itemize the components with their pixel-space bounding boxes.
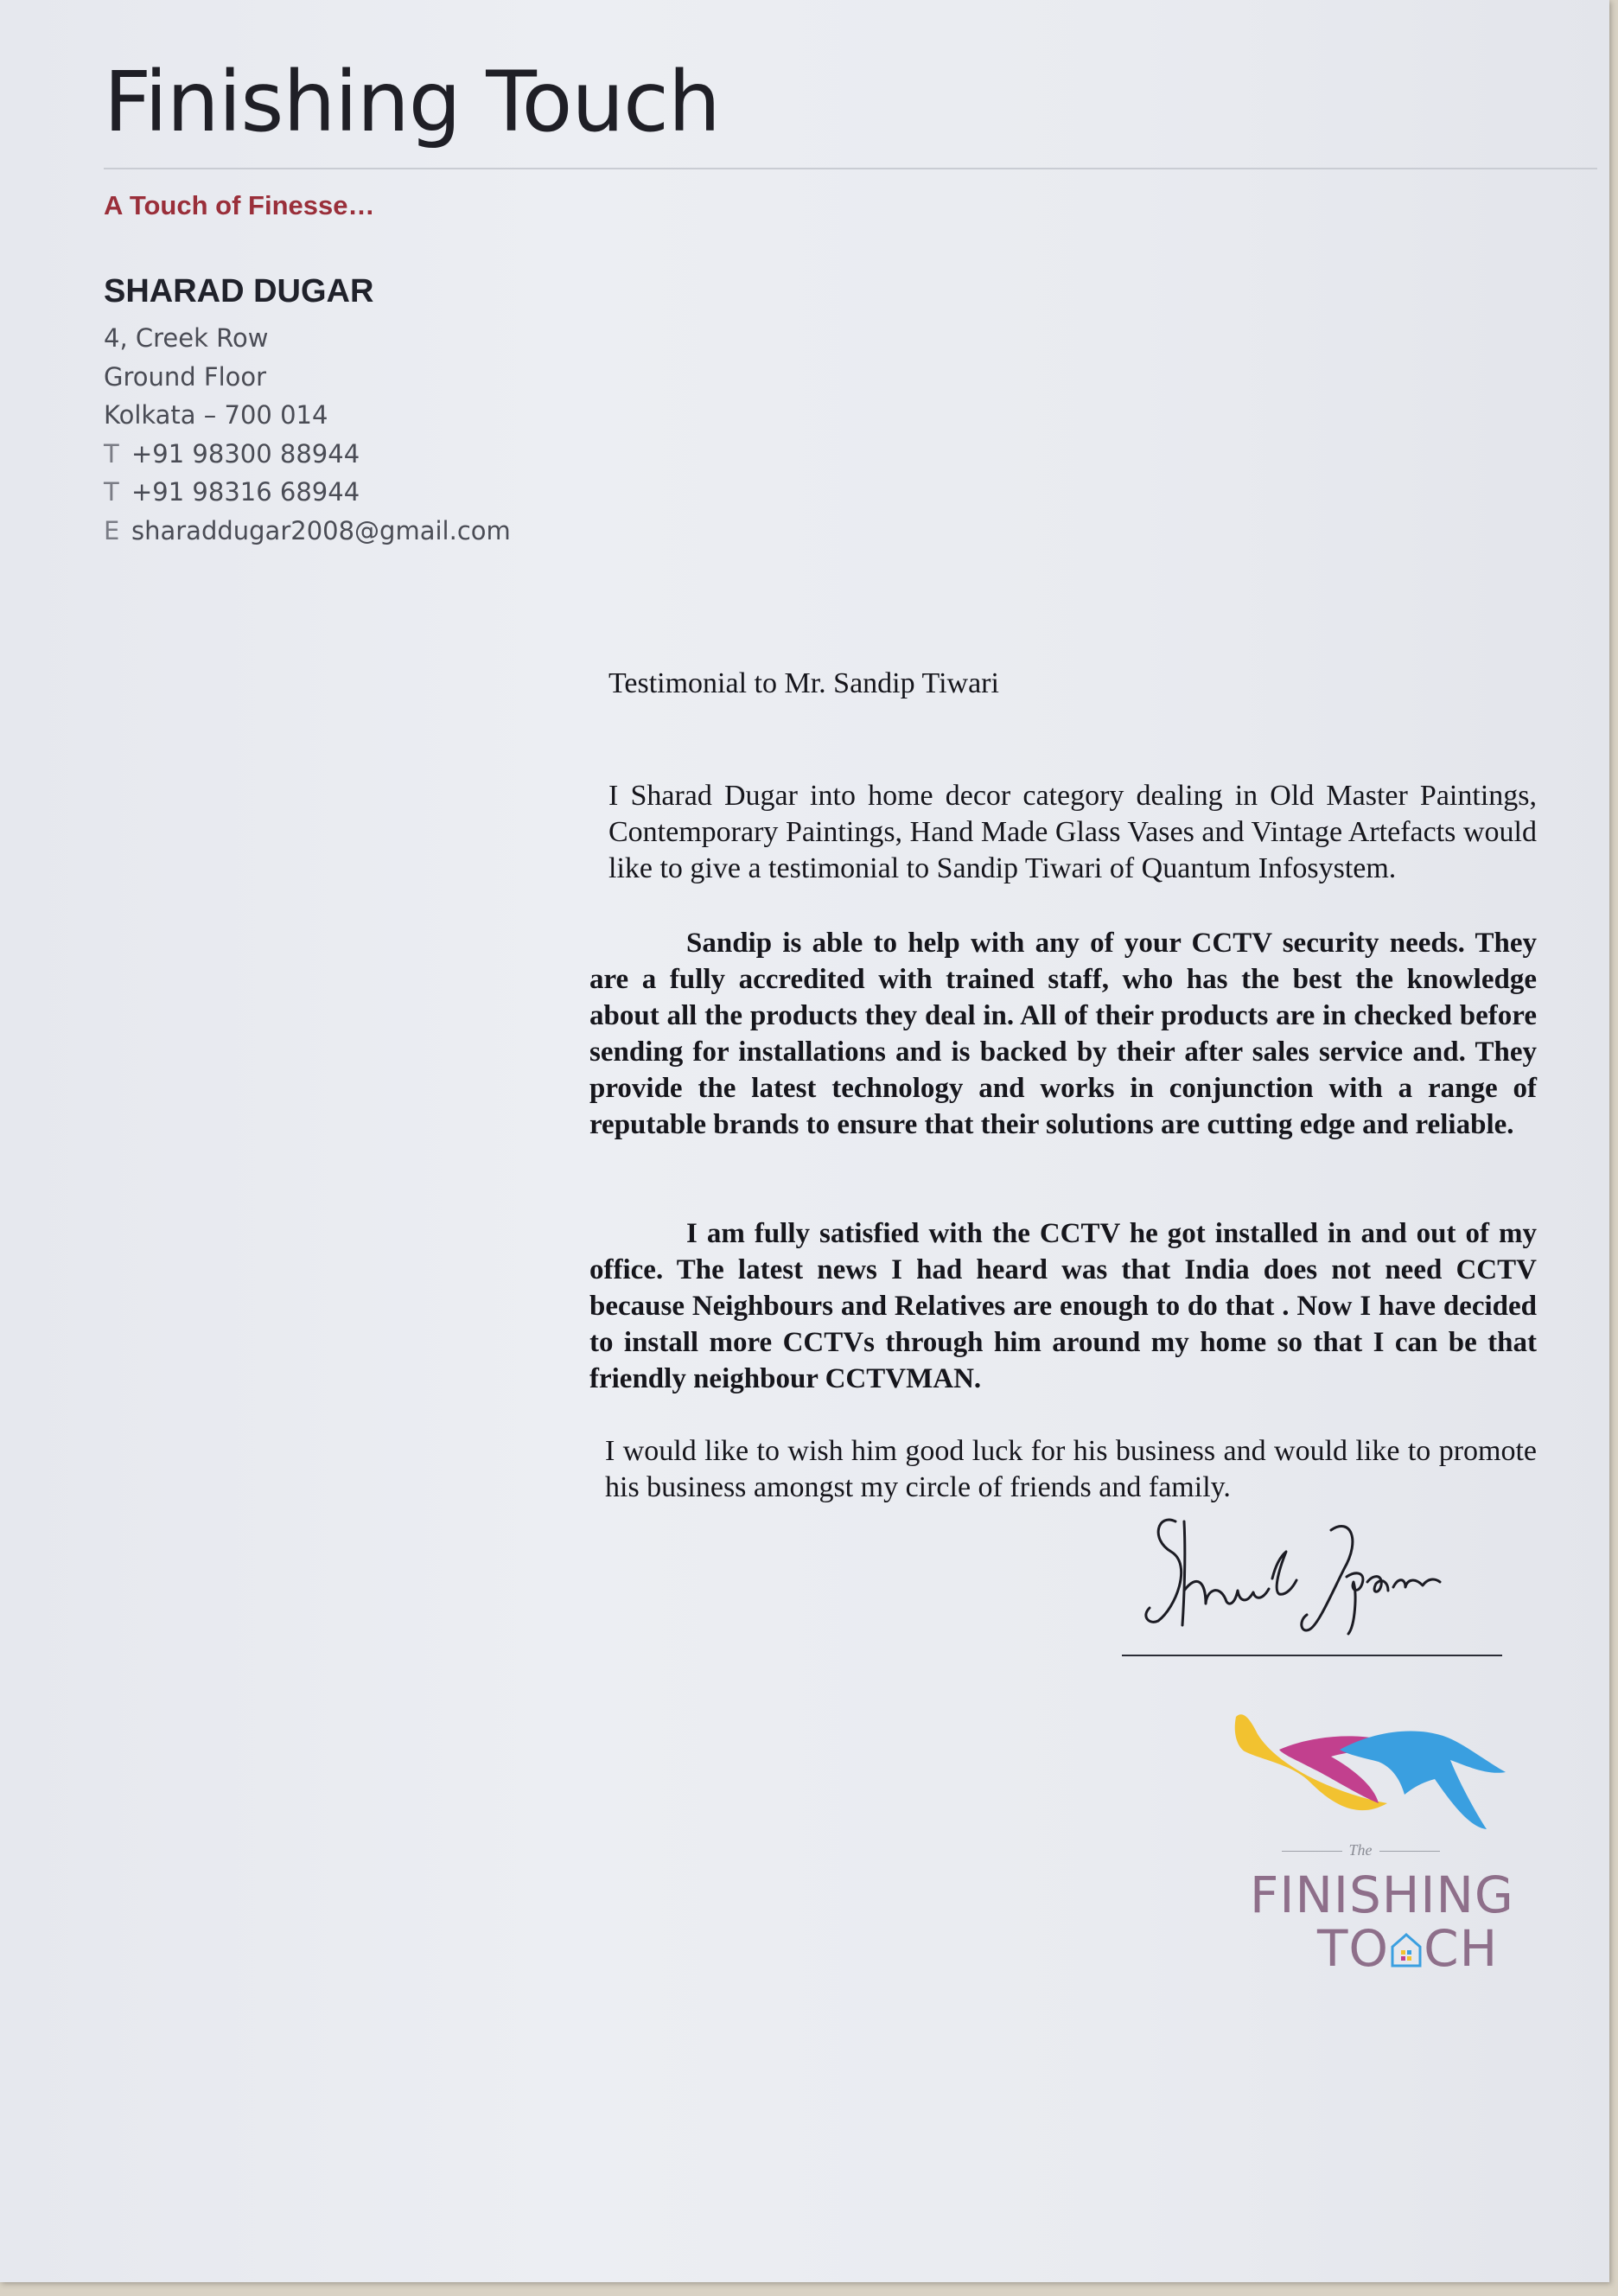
- email-prefix: E: [104, 515, 120, 545]
- letter-paragraph-2: Sandip is able to help with any of your CCTV security needs. They are a fully accredited with trained staff, who has the best the knowledge about all the products they deal in. All of their products are in checked before sending for installations and is backed by their after sales service and. They provide the latest technology and works in conjunction with a range of reputable brands to ensure that their solutions are cutting edge and reliable.: [589, 928, 1537, 1140]
- logo-word-2-right: CH: [1424, 1919, 1499, 1978]
- letter-paragraph-3: I am fully satisfied with the CCTV he got installed in and out of my office. The latest news I had heard was that India does not need CCTV because Neighbours and Relatives are enough to do that . Now I have decided to install more CCTVs through him around my home so that I can be that friendly neighbour CCTVMAN.: [589, 1218, 1537, 1394]
- letter-paragraph-1: I Sharad Dugar into home decor category dealing in Old Master Paintings, Contemporary Paintings, Hand Made Glass Vases and Vintage Artefacts would like to give a testimonial to Sandip Tiwari of Quantum Infosystem.: [608, 780, 1537, 884]
- email-address: sharaddugar2008@gmail.com: [131, 515, 511, 545]
- contact-block: [104, 273, 511, 550]
- signature-line: [1122, 1655, 1502, 1656]
- email-line: [104, 512, 511, 551]
- phone-line-1: [104, 435, 511, 474]
- phone-number-2: +91 98316 68944: [131, 477, 360, 507]
- logo-word-2: [1317, 1919, 1498, 1978]
- phone-prefix: T: [104, 438, 119, 469]
- letterhead-tagline: A Touch of Finesse…: [104, 190, 375, 220]
- header-divider: [104, 168, 1597, 169]
- logo-word-2-left: TO: [1317, 1919, 1390, 1978]
- phone-line-2: [104, 473, 511, 512]
- phone-prefix: T: [104, 477, 119, 507]
- logo-word-1: FINISHING: [1250, 1866, 1514, 1924]
- phone-number-1: +91 98300 88944: [131, 438, 360, 469]
- address-line-2: Ground Floor: [104, 361, 267, 392]
- address-line-3: Kolkata – 700 014: [104, 400, 328, 430]
- letterhead-title: Finishing Touch: [104, 54, 720, 150]
- letter-subject: Testimonial to Mr. Sandip Tiwari: [608, 667, 999, 699]
- logo-small-word: The: [1257, 1841, 1464, 1859]
- house-icon: [1391, 1933, 1422, 1968]
- letter-paragraph-4: I would like to wish him good luck for his business and would like to promote his business amongst my circle of friends and family.: [605, 1435, 1537, 1503]
- contact-name: SHARAD DUGAR: [104, 273, 374, 309]
- handwritten-signature: [1124, 1504, 1487, 1642]
- address-line-1: 4, Creek Row: [104, 323, 269, 353]
